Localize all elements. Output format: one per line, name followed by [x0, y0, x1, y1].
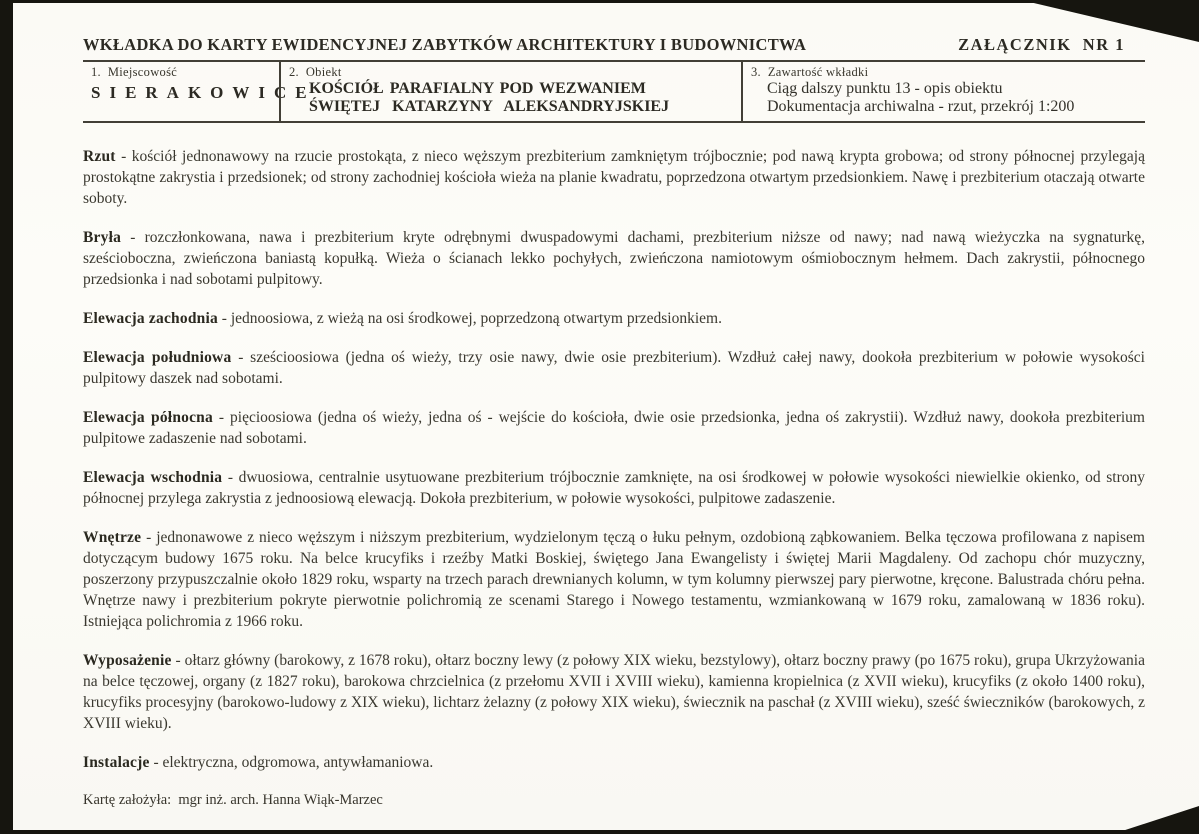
field-obiekt-label: 2. Obiekt	[289, 65, 342, 79]
field-obiekt-line1: KOŚCIÓŁ PARAFIALNY POD WEZWANIEM	[309, 80, 646, 97]
para-elewacja-polnocna-text: - pięcioosiowa (jedna oś wieży, jedna oś - wejście do kościoła, dwie osie przedsionka, jedna oś zakrystii). Wzdłuż nawy, dookoła prezbiterium pulpitowe zadaszenie nad sobotami.	[83, 409, 1145, 447]
para-instalacje-text: - elektryczna, odgromowa, antywłamaniowa.	[149, 754, 434, 771]
para-elewacja-zachodnia-term: Elewacja zachodnia	[83, 310, 218, 327]
para-elewacja-poludniowa	[83, 347, 1145, 389]
para-elewacja-poludniowa-term: Elewacja południowa	[83, 349, 232, 366]
page-content	[83, 35, 1145, 791]
para-instalacje	[83, 752, 1145, 773]
field-zawartosc-line2: Dokumentacja archiwalna - rzut, przekrój 1:200	[767, 98, 1075, 115]
field-zawartosc-line1: Ciąg dalszy punktu 13 - opis obiektu	[767, 80, 1003, 97]
para-wyposazenie-term: Wyposażenie	[83, 652, 172, 669]
document-page	[13, 3, 1199, 830]
field-obiekt-line2: ŚWIĘTEJ KATARZYNY ALEKSANDRYJSKIEJ	[309, 98, 670, 115]
para-elewacja-polnocna-term: Elewacja północna	[83, 409, 213, 426]
field-zawartosc-label: 3. Zawartość wkładki	[751, 65, 869, 79]
para-wnetrze-text: - jednonawowe z nieco węższym i niższym prezbiterium, wydzielonym tęczą o łuku pełnym, ozdobioną ząbkowaniem. Belka tęczowa profilowana z napisem dotyczącym budowy 1675 roku. Na belce krucyfiks i rzeźby Matki Boskiej, świętego Jana Ewangelisty i świętej Marii Magdaleny. Od zachopu chór muzyczny, poszerzony przypuszczalnie około 1829 roku, wsparty na trzech parach drewnianych kolumn, w tym kolumny pierwszej pary pierwotne, kręcone. Balustrada chóru pełna. Wnętrze nawy i prezbiterium pokryte pierwotnie polichromią ze scenami Starego i Nowego testamentu, wzmiankowaną w 1679 roku, zamalowaną w 1836 roku). Istniejąca polichromia z 1966 roku.	[83, 529, 1145, 630]
field-obiekt	[279, 62, 741, 121]
para-elewacja-wschodnia-term: Elewacja wschodnia	[83, 469, 223, 486]
para-wyposazenie-text: - ołtarz główny (barokowy, z 1678 roku), ołtarz boczny lewy (z połowy XIX wieku, bezstylowy), ołtarz boczny prawy (po 1675 roku), grupa Ukrzyżowania na belce tęczowej, organy (z 1827 roku), barokowa chrzcielnica (z przełomu XVII i XVIII wieku), kamienna kropielnica (z XVII wieku), krucyfiks (z około 1400 roku), krucyfiks procesyjny (barokowo-ludowy z XIX wieku), lichtarz żelazny (z połowy XIX wieku), świecznik na paschał (z XVIII wieku), sześć świeczników (barokowych, z XVIII wieku).	[83, 652, 1145, 732]
para-elewacja-zachodnia-text: - jednoosiowa, z wieżą na osi środkowej, poprzedzoną otwartym przedsionkiem.	[217, 310, 722, 327]
para-rzut	[83, 146, 1145, 209]
para-rzut-term: Rzut	[83, 148, 116, 165]
para-bryla-term: Bryła	[83, 229, 122, 246]
description-body	[83, 146, 1145, 773]
document-title: WKŁADKA DO KARTY EWIDENCYJNEJ ZABYTKÓW ARCHITEKTURY I BUDOWNICTWA	[83, 35, 807, 54]
annex-label: ZAŁĄCZNIK NR 1	[958, 35, 1125, 54]
para-wyposazenie	[83, 650, 1145, 734]
scanner-background-edge-bottom	[0, 830, 1199, 834]
para-elewacja-zachodnia	[83, 308, 1145, 329]
field-zawartosc	[741, 62, 1145, 121]
identification-table	[83, 60, 1145, 123]
para-elewacja-polnocna	[83, 407, 1145, 449]
para-wnetrze-term: Wnętrze	[83, 529, 142, 546]
field-miejscowosc-label: 1. Miejscowość	[91, 65, 178, 79]
para-rzut-text: - kościół jednonawowy na rzucie prostokąta, z nieco węższym prezbiterium zamkniętym trójbocznie; pod nawą krypta grobowa; od strony północnej przylegają prostokątne zakrystia i przedsionek; od strony zachodniej kościoła wieża na planie kwadratu, poprzedzona otwartym przedsionkiem. Nawę i prezbiterium otaczają otwarte soboty.	[83, 148, 1145, 207]
para-elewacja-wschodnia	[83, 467, 1145, 509]
para-elewacja-poludniowa-text: - sześcioosiowa (jedna oś wieży, trzy osie nawy, dwie osie prezbiterium). Wzdłuż całej nawy, dookoła prezbiterium w połowie wysokości pulpitowy daszek nad sobotami.	[83, 349, 1145, 387]
para-bryla-text: - rozczłonkowana, nawa i prezbiterium kryte odrębnymi dwuspadowymi dachami, prezbiterium niższe od nawy; nad nawą wieżyczka na sygnaturkę, sześcioboczna, zwieńczona baniastą kopułką. Wieża o ścianach lekko pochyłych, zwieńczona namiotowym ośmiobocznym hełmem. Dach zakrystii, północnego przedsionka i nad sobotami pulpitowy.	[83, 229, 1145, 288]
field-miejscowosc-value: SIERAKOWICE	[91, 83, 316, 102]
document-header	[83, 35, 1145, 60]
para-elewacja-wschodnia-text: - dwuosiowa, centralnie usytuowane prezbiterium trójbocznie zamknięte, na osi środkowej w połowie wysokości niewielkie okienko, od strony północnej przylega zakrystia z jednoosiową elewacją. Dokoła prezbiterium, w połowie wysokości, pulpitowe zadaszenie.	[83, 469, 1145, 507]
para-bryla	[83, 227, 1145, 290]
para-wnetrze	[83, 527, 1145, 632]
para-instalacje-term: Instalacje	[83, 754, 150, 771]
card-author-credit: Kartę założyła: mgr inż. arch. Hanna Wiąk-Marzec	[83, 792, 383, 808]
